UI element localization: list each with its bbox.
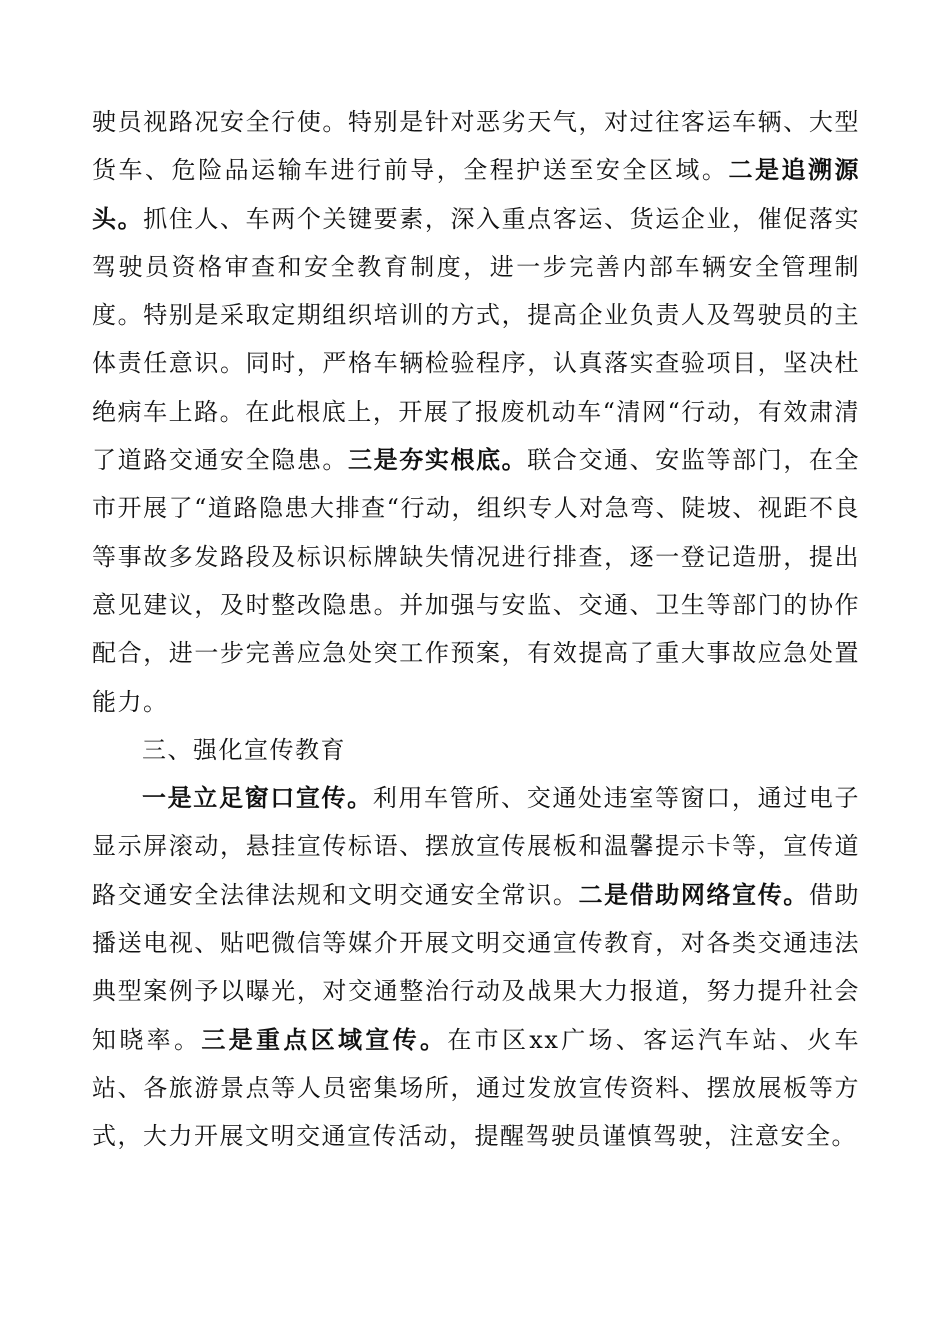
bold-lead-window-publicity: 一是立足窗口宣传。: [142, 783, 373, 813]
paragraph-text: 驶员视路况安全行使。特别是针对恶劣天气，对过往客运车辆、大型货车、危险品运输车进行前导，全程护送至安全区域。: [92, 108, 860, 185]
paragraph-publicity: [92, 774, 860, 1160]
paragraph-text: 在市区xx广场、客运汽车站、火车站、各旅游景点等人员密集场所，通过发放宣传资料、摆放展板等方式，大力开展文明交通宣传活动，提醒驾驶员谨慎驾驶，注意安全。: [92, 1025, 861, 1151]
paragraph-continuation: [92, 98, 860, 726]
document-page: [92, 98, 860, 1161]
section-heading: 三、强化宣传教育: [142, 735, 346, 764]
paragraph-text: 联合交通、安监等部门，在全市开展了“道路隐患大排查“行动，组织专人对急弯、陡坡、视距不良等事故多发路段及标识标牌缺失情况进行排查，逐一登记造册，提出意见建议，及时整改隐患。并加强与安监、交通、卫生等部门的协作配合，进一步完善应急处突工作预案，有效提高了重大事故应急处置能力。: [92, 446, 861, 716]
bold-lead-key-area-publicity: 三是重点区域宣传。: [201, 1024, 448, 1054]
bold-lead-trace-source: 二是追溯源头。: [92, 155, 861, 233]
paragraph-text: 利用车管所、交通处违室等窗口，通过电子显示屏滚动，悬挂宣传标语、摆放宣传展板和温馨提示卡等，宣传道路交通安全法律法规和文明交通安全常识。: [92, 784, 861, 909]
bold-lead-network-publicity: 二是借助网络宣传。: [578, 879, 809, 909]
bold-lead-consolidate-foundation: 三是夯实根底。: [348, 445, 528, 475]
paragraph-text: 借助播送电视、贴吧微信等媒介开展文明交通宣传教育，对各类交通违法典型案例予以曝光，对交通整治行动及战果大力报道，努力提升社会知晓率。: [92, 880, 861, 1054]
paragraph-text: 抓住人、车两个关键要素，深入重点客运、货运企业，催促落实驾驶员资格审查和安全教育制度，进一步完善内部车辆安全管理制度。特别是采取定期组织培训的方式，提高企业负责人及驾驶员的主体责任意识。同时，严格车辆检验程序，认真落实查验项目，坚决杜绝病车上路。在此根底上，开展了报废机动车“清网“行动，有效肃清了道路交通安全隐患。: [92, 204, 861, 475]
